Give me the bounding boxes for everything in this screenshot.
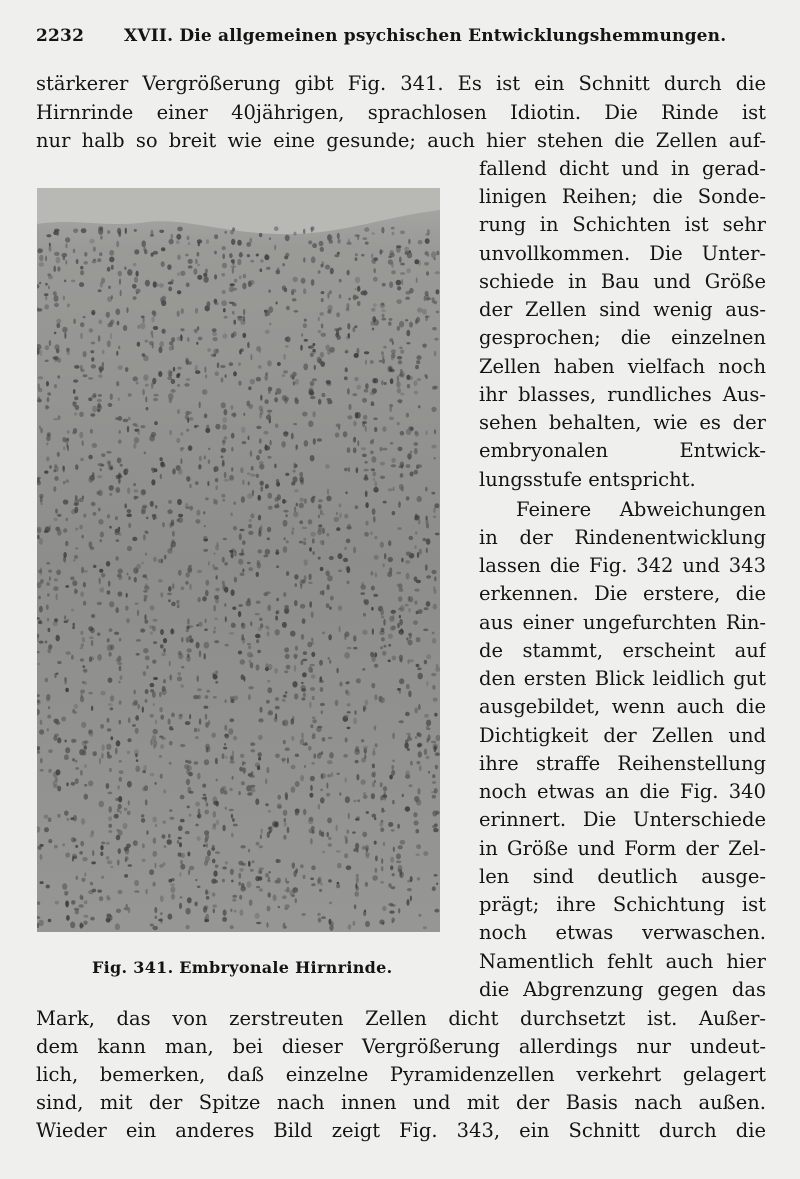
text-line: lungsstufe entspricht. xyxy=(479,468,696,491)
text-line: lich, bemerken, daß einzelne Pyramidenzellen verkehrt gelagert xyxy=(36,1063,766,1086)
text-line: ihr blasses, rundliches Aus- xyxy=(479,383,766,406)
text-line: Mark, das von zerstreuten Zellen dicht durchsetzt ist. Außer- xyxy=(36,1007,766,1030)
text-line: gesprochen; die einzelnen xyxy=(479,326,766,349)
text-line: sind, mit der Spitze nach innen und mit der Basis nach außen. xyxy=(36,1091,766,1114)
text-line: embryonalen Entwick- xyxy=(479,439,766,462)
text-line: len sind deutlich ausge- xyxy=(479,865,766,888)
text-line: rung in Schichten ist sehr xyxy=(479,213,766,236)
text-line: noch etwas verwaschen. xyxy=(479,921,766,944)
text-line: dem kann man, bei dieser Vergrößerung allerdings nur undeut- xyxy=(36,1035,766,1058)
text-line: der Zellen sind wenig aus- xyxy=(479,298,766,321)
text-line: erkennen. Die erstere, die xyxy=(479,582,766,605)
running-head xyxy=(36,26,756,46)
brain-cortex-micrograph xyxy=(37,188,440,932)
micrograph-figure xyxy=(37,188,440,932)
text-line: lassen die Fig. 342 und 343 xyxy=(479,554,766,577)
text-line: aus einer ungefurchten Rin- xyxy=(479,611,766,634)
text-line: in Größe und Form der Zel- xyxy=(479,837,766,860)
text-line: in der Rindenentwicklung xyxy=(479,526,766,549)
text-line: Namentlich fehlt auch hier xyxy=(479,950,766,973)
text-line: Zellen haben vielfach noch xyxy=(479,355,766,378)
text-line: linigen Reihen; die Sonde- xyxy=(479,185,766,208)
chapter-title: XVII. Die allgemeinen psychischen Entwicklungshemmungen. xyxy=(124,26,727,46)
text-line: die Abgrenzung gegen das xyxy=(479,978,766,1001)
text-line: den ersten Blick leidlich gut xyxy=(479,667,766,690)
text-line: de stammt, erscheint auf xyxy=(479,639,766,662)
text-line: erinnert. Die Unterschiede xyxy=(479,808,766,831)
text-line: Feinere Abweichungen xyxy=(516,498,766,521)
text-line: schiede in Bau und Größe xyxy=(479,270,766,293)
page-number: 2232 xyxy=(36,26,85,46)
text-line: sehen behalten, wie es der xyxy=(479,411,766,434)
text-line: noch etwas an die Fig. 340 xyxy=(479,780,766,803)
text-line: Hirnrinde einer 40jährigen, sprachlosen Idiotin. Die Rinde ist xyxy=(36,101,766,124)
text-line: unvollkommen. Die Unter- xyxy=(479,242,766,265)
text-line: fallend dicht und in gerad- xyxy=(479,157,766,180)
text-line: ausgebildet, wenn auch die xyxy=(479,695,766,718)
text-line: prägt; ihre Schichtung ist xyxy=(479,893,766,916)
text-line: stärkerer Vergrößerung gibt Fig. 341. Es ist ein Schnitt durch die xyxy=(36,72,766,95)
text-line: ihre straffe Reihenstellung xyxy=(479,752,766,775)
text-line: nur halb so breit wie eine gesunde; auch hier stehen die Zellen auf- xyxy=(36,129,766,152)
text-line: Dichtigkeit der Zellen und xyxy=(479,724,766,747)
figure-caption: Fig. 341. Embryonale Hirnrinde. xyxy=(92,958,393,977)
text-line: Wieder ein anderes Bild zeigt Fig. 343, ein Schnitt durch die xyxy=(36,1119,766,1142)
